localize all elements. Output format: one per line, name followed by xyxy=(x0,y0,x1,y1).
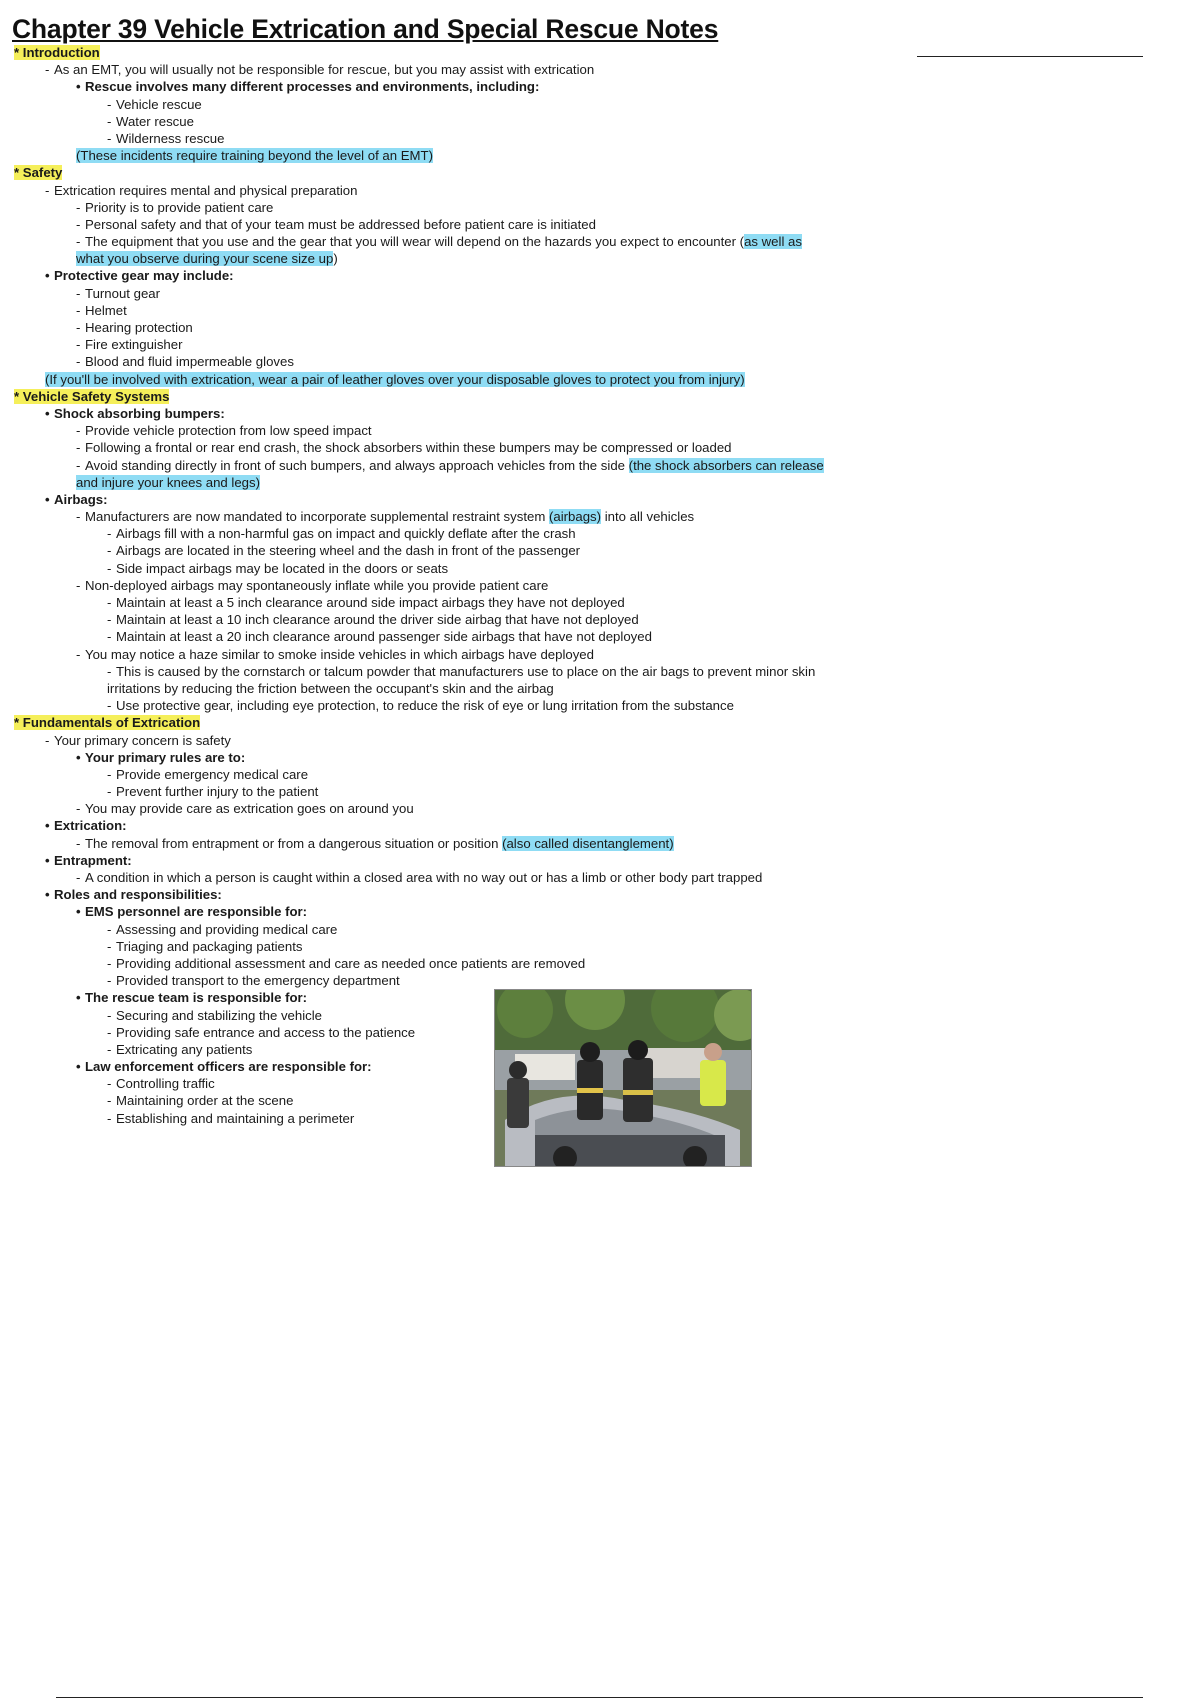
bullet-item: - Maintain at least a 10 inch clearance around the driver side airbag that have not deployed xyxy=(107,612,639,628)
bullet-item: - Vehicle rescue xyxy=(107,96,202,112)
bullet-item: - The equipment that you use and the gear that you will wear will depend on the hazards you expect to encounter (as well as xyxy=(76,234,802,250)
bullet-item: - Priority is to provide patient care xyxy=(76,199,274,215)
section-heading-fundamentals-of-extrication: * Fundamentals of Extrication xyxy=(14,715,201,731)
bullet-item: - Extrication requires mental and physical preparation xyxy=(45,182,358,198)
bullet-item: • Your primary rules are to: xyxy=(76,749,246,765)
bullet-continuation: and injure your knees and legs) xyxy=(76,474,261,490)
bullet-item: • Law enforcement officers are responsible for: xyxy=(76,1059,372,1075)
bullet-item: - As an EMT, you will usually not be responsible for rescue, but you may assist with extrication xyxy=(45,62,595,78)
bullet-item: • Extrication: xyxy=(45,818,127,834)
bullet-item: • Rescue involves many different processes and environments, including: xyxy=(76,79,540,95)
bullet-item: - Provide vehicle protection from low speed impact xyxy=(76,423,372,439)
extrication-photo xyxy=(494,989,752,1167)
bullet-item: - Providing additional assessment and care as needed once patients are removed xyxy=(107,955,586,971)
bullet-item: • The rescue team is responsible for: xyxy=(76,990,308,1006)
bullet-item: - Maintaining order at the scene xyxy=(107,1093,294,1109)
bullet-item: - Your primary concern is safety xyxy=(45,732,231,748)
bullet-item: - Provide emergency medical care xyxy=(107,766,309,782)
bullet-item: - Hearing protection xyxy=(76,320,193,335)
bullet-item: - Triaging and packaging patients xyxy=(107,938,303,954)
section-heading-introduction: * Introduction xyxy=(14,45,100,60)
bullet-item: - Avoid standing directly in front of such bumpers, and always approach vehicles from the side (the shock absorbers can release xyxy=(76,457,824,473)
bullet-item: • Airbags: xyxy=(45,491,108,507)
bullet-item: - Prevent further injury to the patient xyxy=(107,784,319,800)
bullet-continuation: irritations by reducing the friction between the occupant's skin and the airbag xyxy=(107,680,554,696)
bullet-item: - Blood and fluid impermeable gloves xyxy=(76,354,294,370)
bullet-item: - You may provide care as extrication goes on around you xyxy=(76,801,414,817)
bullet-item: - Airbags fill with a non-harmful gas on impact and quickly deflate after the crash xyxy=(107,526,576,542)
bullet-item: - Turnout gear xyxy=(76,285,161,301)
bullet-item: - The removal from entrapment or from a dangerous situation or position (also called disentanglement) xyxy=(76,835,674,851)
bullet-item: - Extricating any patients xyxy=(107,1041,253,1057)
highlighted-note: (These incidents require training beyond the level of an EMT) xyxy=(76,148,433,164)
bullet-item: - Airbags are located in the steering wheel and the dash in front of the passenger xyxy=(107,543,581,559)
page-title: Chapter 39 Vehicle Extrication and Special Rescue Notes xyxy=(12,14,719,44)
bullet-item: - Water rescue xyxy=(107,113,194,129)
bullet-item: - Controlling traffic xyxy=(107,1076,215,1092)
bullet-item: - Establishing and maintaining a perimeter xyxy=(107,1110,355,1126)
bullet-item: • Protective gear may include: xyxy=(45,268,234,284)
bullet-item: - A condition in which a person is caught within a closed area with no way out or has a limb or other body part trapped xyxy=(76,870,763,885)
notes-content xyxy=(0,44,1190,1127)
footer-rule xyxy=(56,1697,1143,1698)
bullet-item: - Providing safe entrance and access to the patience xyxy=(107,1024,416,1040)
bullet-item: • EMS personnel are responsible for: xyxy=(76,904,308,920)
bullet-item: - Non-deployed airbags may spontaneously inflate while you provide patient care xyxy=(76,577,549,593)
bullet-item: - Securing and stabilizing the vehicle xyxy=(107,1007,322,1023)
bullet-item: - Helmet xyxy=(76,302,127,318)
bullet-item: - Manufacturers are now mandated to incorporate supplemental restraint system (airbags) into all vehicles xyxy=(76,509,695,525)
bullet-item: - Personal safety and that of your team must be addressed before patient care is initiated xyxy=(76,216,596,232)
section-heading-safety: * Safety xyxy=(14,165,63,181)
bullet-item: - This is caused by the cornstarch or talcum powder that manufacturers use to place on the air bags to prevent minor skin xyxy=(107,663,816,679)
bullet-item: - Maintain at least a 5 inch clearance around side impact airbags they have not deployed xyxy=(107,595,625,610)
bullet-item: - Assessing and providing medical care xyxy=(107,921,338,937)
bullet-continuation: what you observe during your scene size up) xyxy=(76,251,338,267)
bullet-item: - Following a frontal or rear end crash, the shock absorbers within these bumpers may be compressed or loaded xyxy=(76,440,732,456)
section-heading-vehicle-safety-systems: * Vehicle Safety Systems xyxy=(14,388,170,404)
bullet-item: • Roles and responsibilities: xyxy=(45,887,222,903)
bullet-item: - Provided transport to the emergency department xyxy=(107,973,400,989)
highlighted-note: (If you'll be involved with extrication, wear a pair of leather gloves over your disposable gloves to protect you from injury) xyxy=(45,371,745,387)
firefighters-at-crash-scene-image xyxy=(495,990,751,1166)
bullet-item: - Fire extinguisher xyxy=(76,337,183,353)
bullet-item: - Side impact airbags may be located in the doors or seats xyxy=(107,560,449,576)
bullet-item: - Maintain at least a 20 inch clearance around passenger side airbags that have not deployed xyxy=(107,629,652,645)
bullet-item: - You may notice a haze similar to smoke inside vehicles in which airbags have deployed xyxy=(76,646,594,662)
bullet-item: - Wilderness rescue xyxy=(107,130,225,146)
bullet-item: • Shock absorbing bumpers: xyxy=(45,405,225,421)
bullet-item: - Use protective gear, including eye protection, to reduce the risk of eye or lung irritation from the substance xyxy=(107,698,734,714)
bullet-item: • Entrapment: xyxy=(45,852,132,868)
